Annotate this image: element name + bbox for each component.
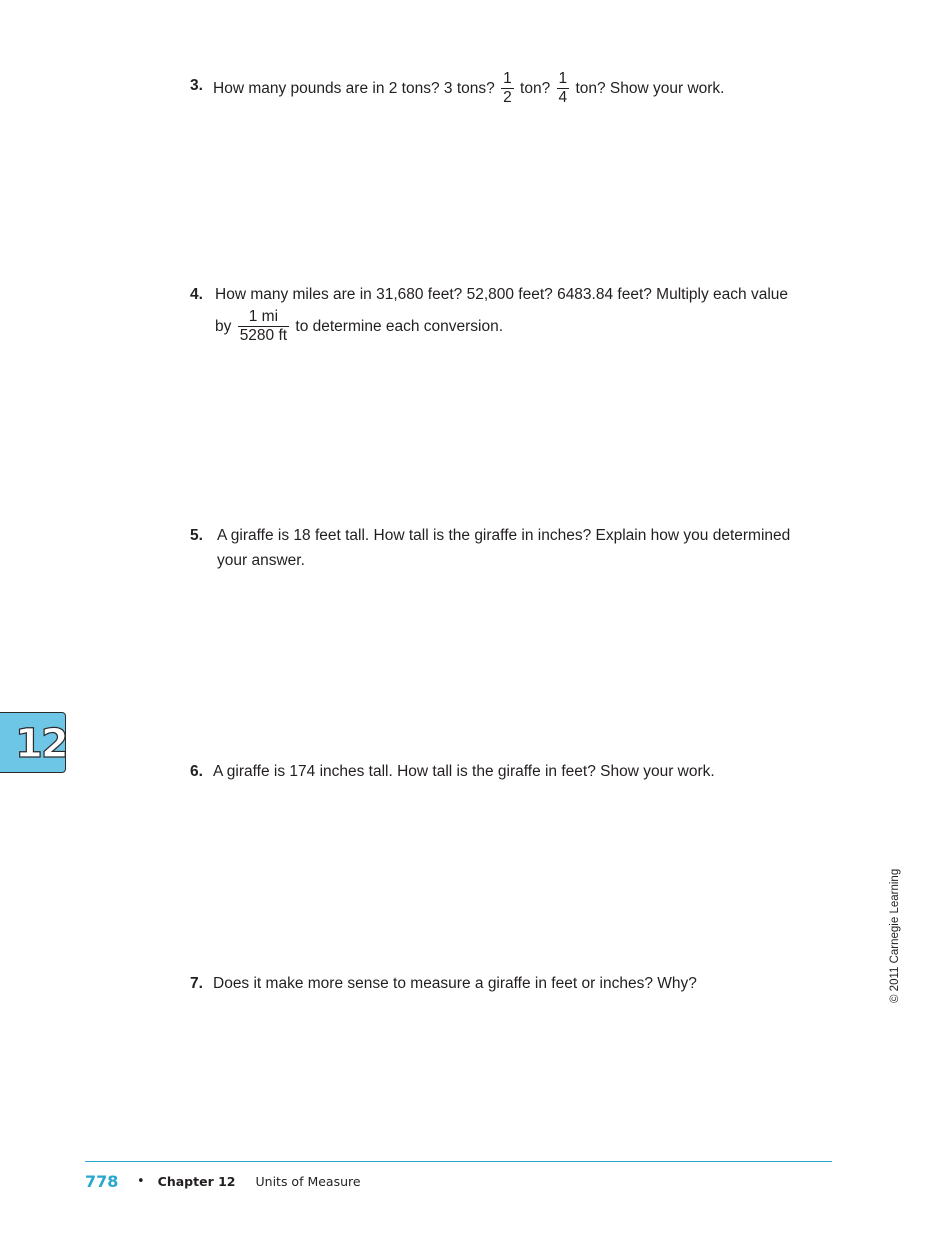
question-text-part: ton? Show your work. <box>575 80 725 98</box>
footer-section-title: Units of Measure <box>255 1173 361 1189</box>
fraction <box>557 71 570 105</box>
page-footer <box>85 1170 361 1192</box>
question-line: A giraffe is 18 feet tall. How tall is the giraffe in inches? Explain how you determined <box>217 527 791 544</box>
fraction <box>238 309 289 343</box>
chapter-tab <box>0 712 66 773</box>
question-number: 3. <box>190 77 203 94</box>
question-3 <box>190 72 724 106</box>
question-6 <box>190 759 715 784</box>
footer-chapter: Chapter 12 <box>157 1173 236 1189</box>
page-number: 778 <box>85 1171 119 1191</box>
question-number: 4. <box>190 286 203 303</box>
fraction-numerator: 1 mi <box>238 309 289 327</box>
question-line <box>215 310 788 344</box>
fraction-numerator: 1 <box>503 70 512 87</box>
question-text: Does it make more sense to measure a giraffe in feet or inches? Why? <box>213 975 697 992</box>
footer-bullet: • <box>137 1173 145 1189</box>
fraction-denominator: 2 <box>503 88 512 106</box>
fraction-denominator: 4 <box>558 88 568 106</box>
fraction-numerator: 1 <box>558 70 568 87</box>
copyright-notice: © 2011 Carnegie Learning <box>889 868 901 1003</box>
question-text-part: How many pounds are in 2 tons? 3 tons? <box>213 80 495 98</box>
fraction-denominator: 5280 ft <box>239 326 288 344</box>
question-line: your answer. <box>217 552 305 569</box>
chapter-tab-number: 12 <box>15 721 67 767</box>
question-text: A giraffe is 174 inches tall. How tall is the giraffe in feet? Show your work. <box>213 763 715 780</box>
question-text <box>190 282 788 344</box>
question-number: 7. <box>190 975 203 992</box>
question-text-part: by <box>215 318 232 336</box>
question-4 <box>190 282 788 344</box>
question-text-part: ton? <box>520 80 551 98</box>
question-text <box>190 72 724 106</box>
question-number: 6. <box>190 763 203 780</box>
question-text-part: to determine each conversion. <box>295 318 504 336</box>
footer-divider <box>85 1161 832 1162</box>
question-number: 5. <box>190 527 203 544</box>
question-line: How many miles are in 31,680 feet? 52,800 feet? 6483.84 feet? Multiply each value <box>215 286 789 303</box>
question-7 <box>190 971 697 996</box>
fraction <box>501 71 514 105</box>
question-text <box>190 523 790 573</box>
question-5 <box>190 523 790 573</box>
